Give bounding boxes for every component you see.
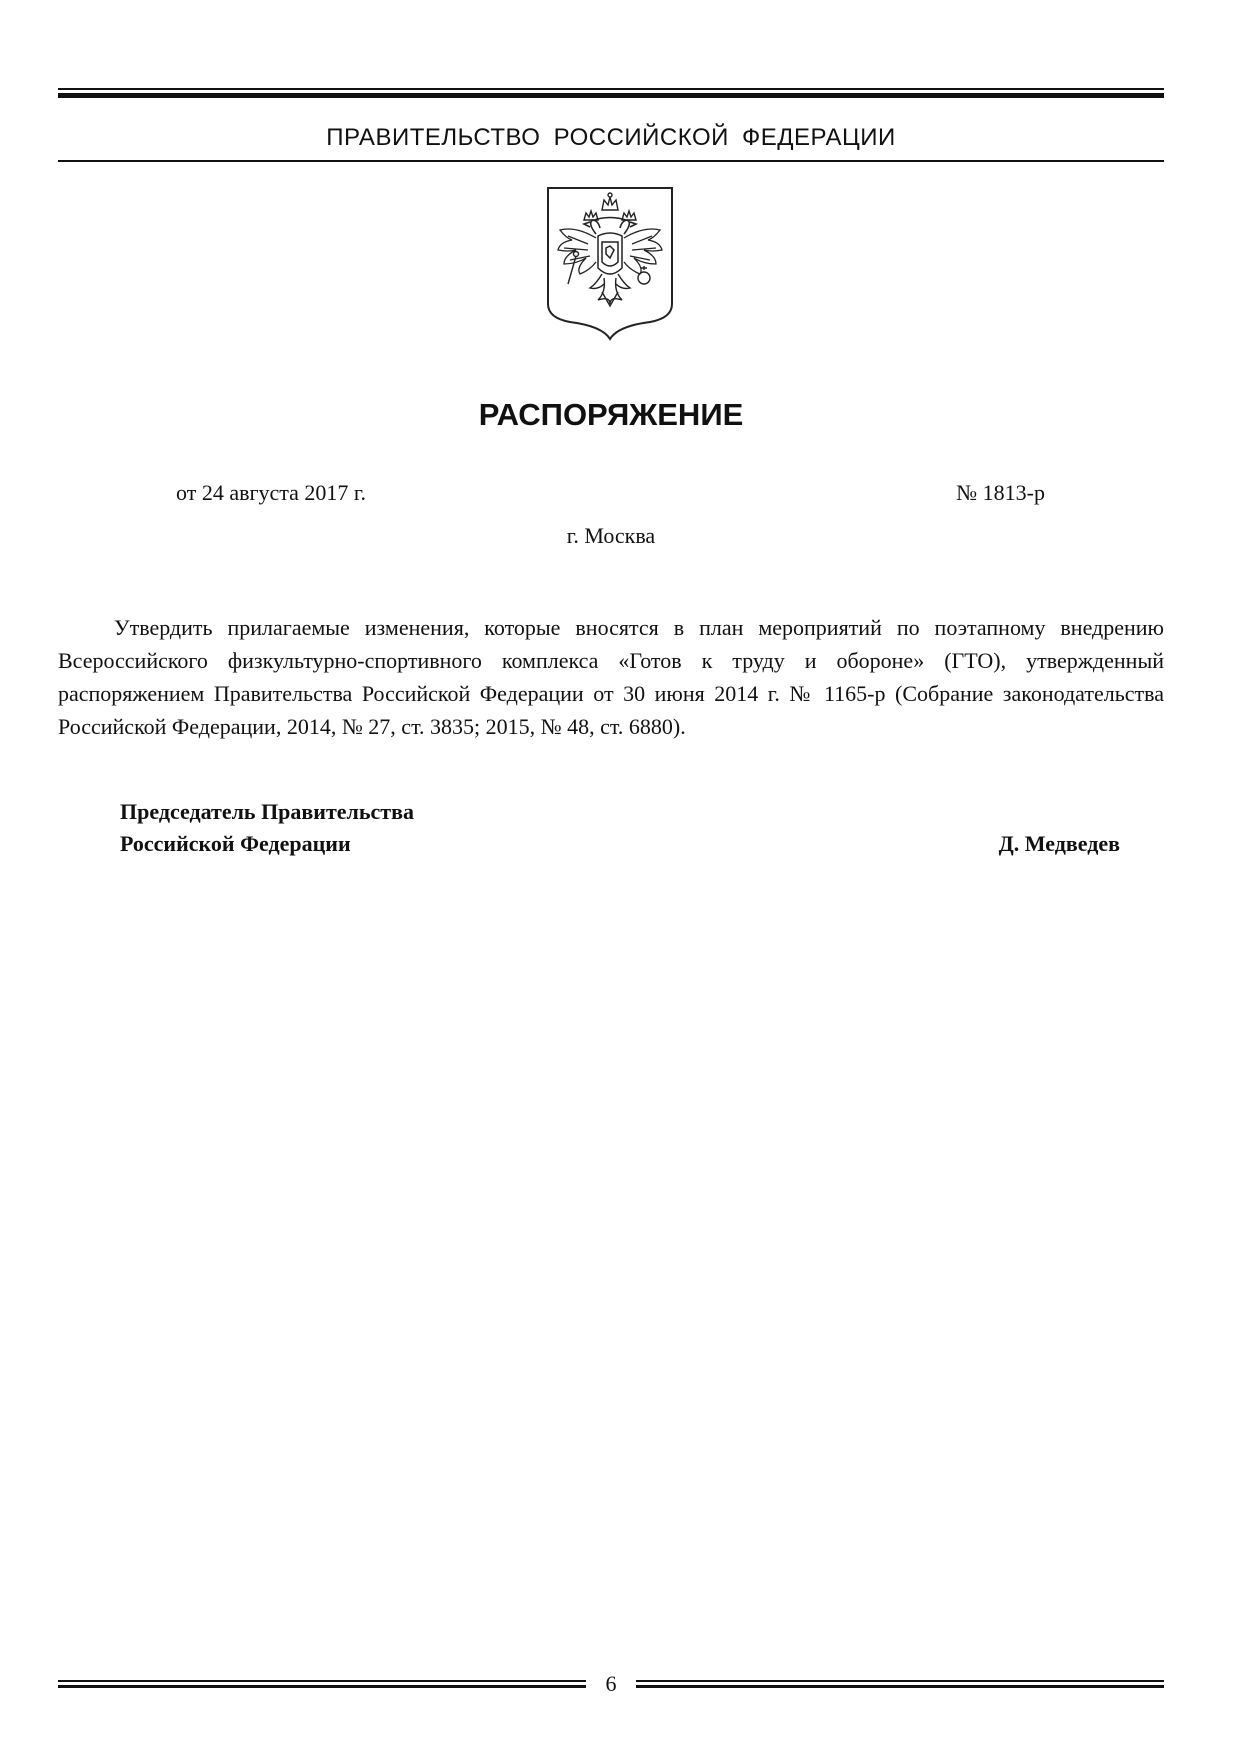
header-rule-thick [58, 93, 1164, 98]
russian-coat-of-arms-icon [546, 186, 674, 341]
signature-name: Д. Медведев [998, 831, 1120, 856]
footer-rule-right-thick [636, 1685, 1164, 1688]
signature-position-line1: Председатель Правительства [120, 799, 414, 824]
footer-rule-left-thick [58, 1685, 586, 1688]
signature-position-line2: Российской Федерации [120, 831, 351, 856]
document-body: Утвердить прилагаемые изменения, которые вносятся в план мероприятий по поэтапному внедрению Всероссийского физкультурно-спортивного комплекса «Готов к труду и обороне» (ГТО), утвержденный распоряжением Правительства Российской Федерации от 30 июня 2014 г. № 1165-р (Собрание законодательства Российской Федерации, 2014, № 27, ст. 3835; 2015, № 48, ст. 6880). [58, 615, 1164, 739]
document-date: от 24 августа 2017 г. [176, 480, 366, 505]
footer-rule-right-thin [636, 1680, 1164, 1682]
page-number: 6 [605, 1671, 617, 1696]
header-rule-bottom [58, 160, 1164, 162]
document-number: № 1813-р [956, 480, 1045, 505]
header-rule-thin [58, 88, 1164, 90]
footer-rule-left-thin [58, 1680, 586, 1682]
document-city: г. Москва [566, 523, 656, 548]
document-type-heading: РАСПОРЯЖЕНИЕ [478, 397, 744, 432]
government-title: ПРАВИТЕЛЬСТВО РОССИЙСКОЙ ФЕДЕРАЦИИ [326, 124, 896, 151]
signature-block [120, 796, 1120, 860]
